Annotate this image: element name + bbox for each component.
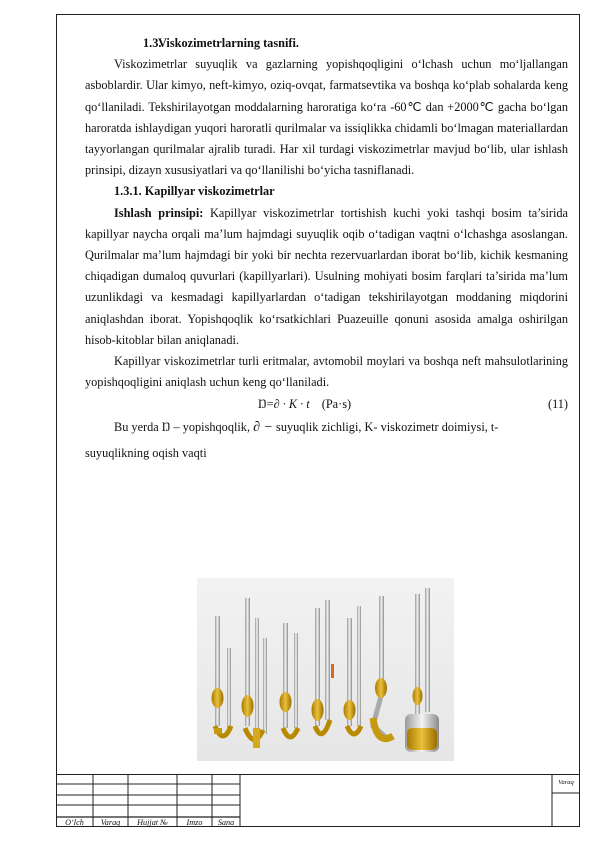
- density-symbol: ∂ −: [253, 420, 273, 436]
- label-hujjat: Hujjat №: [137, 818, 168, 827]
- viscometer-2: [242, 598, 268, 748]
- viscometer-5: [344, 606, 362, 734]
- principle-paragraph: [85, 203, 568, 351]
- formula-unit: (Pa·s): [321, 397, 352, 412]
- principle-text: Kapillyar viskozimetrlar tortishish kuchi yoki tashqi bosim ta’sirida kapillyar naycha orqali ma’lum hajmdagi suyuqlik oqib o‘tadigan vaqtni o‘lchashga asoslangan. Qurilmalar ma’lum hajmdagi bir yoki bir nechta rezervuarlardan iborat bo‘lib, kichik kesmaning chiqadigan dumaloq quvurlari (kapillyarlari). Usulning mohiyati bosim farqlari ta’sirida ma’lum uzunlikdagi va kesmadagi kapillyarlardan o‘tadigan tekshirilayotgan moddaning miqdorini aniqlashdan iborat. Yopishqoqlik ko‘rsatkichlari Puazeuille qonuni asosida amalga oshirilgan hisob-kitoblar bilan aniqlanadi.: [85, 205, 568, 347]
- principle-label: Ishlash prinsipi:: [114, 205, 204, 220]
- label-sana: Sana: [217, 818, 235, 827]
- section-heading: [85, 33, 568, 54]
- section-number: 1.3.: [143, 36, 162, 50]
- formula-expression: ∂ · K · t: [273, 397, 310, 412]
- document-body: [85, 33, 568, 464]
- label-imzo: Imzo: [186, 818, 203, 827]
- label-varaq: Varaq: [100, 818, 121, 827]
- subsection-heading: 1.3.1. Kapillyar viskozimetrlar: [114, 184, 275, 199]
- viscometer-1: [212, 616, 232, 736]
- formula-lhs: Ŋ=: [258, 397, 274, 412]
- formula-line: [85, 394, 568, 417]
- viscosity-formula: [258, 394, 351, 415]
- sheet-label: Varaq: [558, 779, 574, 786]
- explanation-text-2: suyuqlik zichligi, K- viskozimetr doimiysi, t-: [272, 420, 499, 435]
- viscometer-4: [312, 600, 335, 734]
- viscometers-illustration: [197, 578, 454, 761]
- label-olch: O‘lch: [65, 818, 84, 827]
- intro-paragraph: Viskozimetrlar suyuqlik va gazlarning yopishqoqligini o‘lchash uchun mo‘ljallangan asboblardir. Ular kimyo, neft-kimyo, oziq-ovqat, farmatsevtika va boshqa ko‘plab sohalarda keng qo‘llaniladi. Tekshirilayotgan moddalarning haroratiga ko‘ra -60℃ dan +2000℃ gacha bo‘lgan haroratda ishlaydigan yuqori haroratli qurilmalar va issiqlikka chidamli bo‘lmagan materiallardan tayyorlangan qurilmalar ajralib turadi. Har xil turdagi viskozimetrlar mavjud bo‘lib, ular ishlash prinsipi, dizayn xususiyatlari va qo‘llanilishi bo‘yicha tasniflanadi.: [85, 57, 568, 178]
- viscometer-3: [280, 623, 299, 737]
- explanation-text-1: Bu yerda Ŋ – yopishqoqlik,: [114, 420, 254, 435]
- explanation-line-2: suyuqlikning oqish vaqti: [85, 445, 207, 460]
- viscometer-6: [373, 596, 393, 739]
- viscometer-7: [405, 588, 439, 752]
- explanation-line-1: [85, 417, 568, 438]
- title-block: [56, 774, 580, 827]
- usage-paragraph: Kapillyar viskozimetrlar turli eritmalar, avtomobil moylari va boshqa neft mahsulotlarining yopishqoqligini aniqlash uchun keng qo‘llaniladi.: [85, 354, 568, 390]
- capillary-viscometers-photo: [197, 578, 454, 761]
- equation-number: (11): [547, 397, 568, 412]
- section-title: Viskozimetrlarning tasnifi.: [158, 36, 299, 50]
